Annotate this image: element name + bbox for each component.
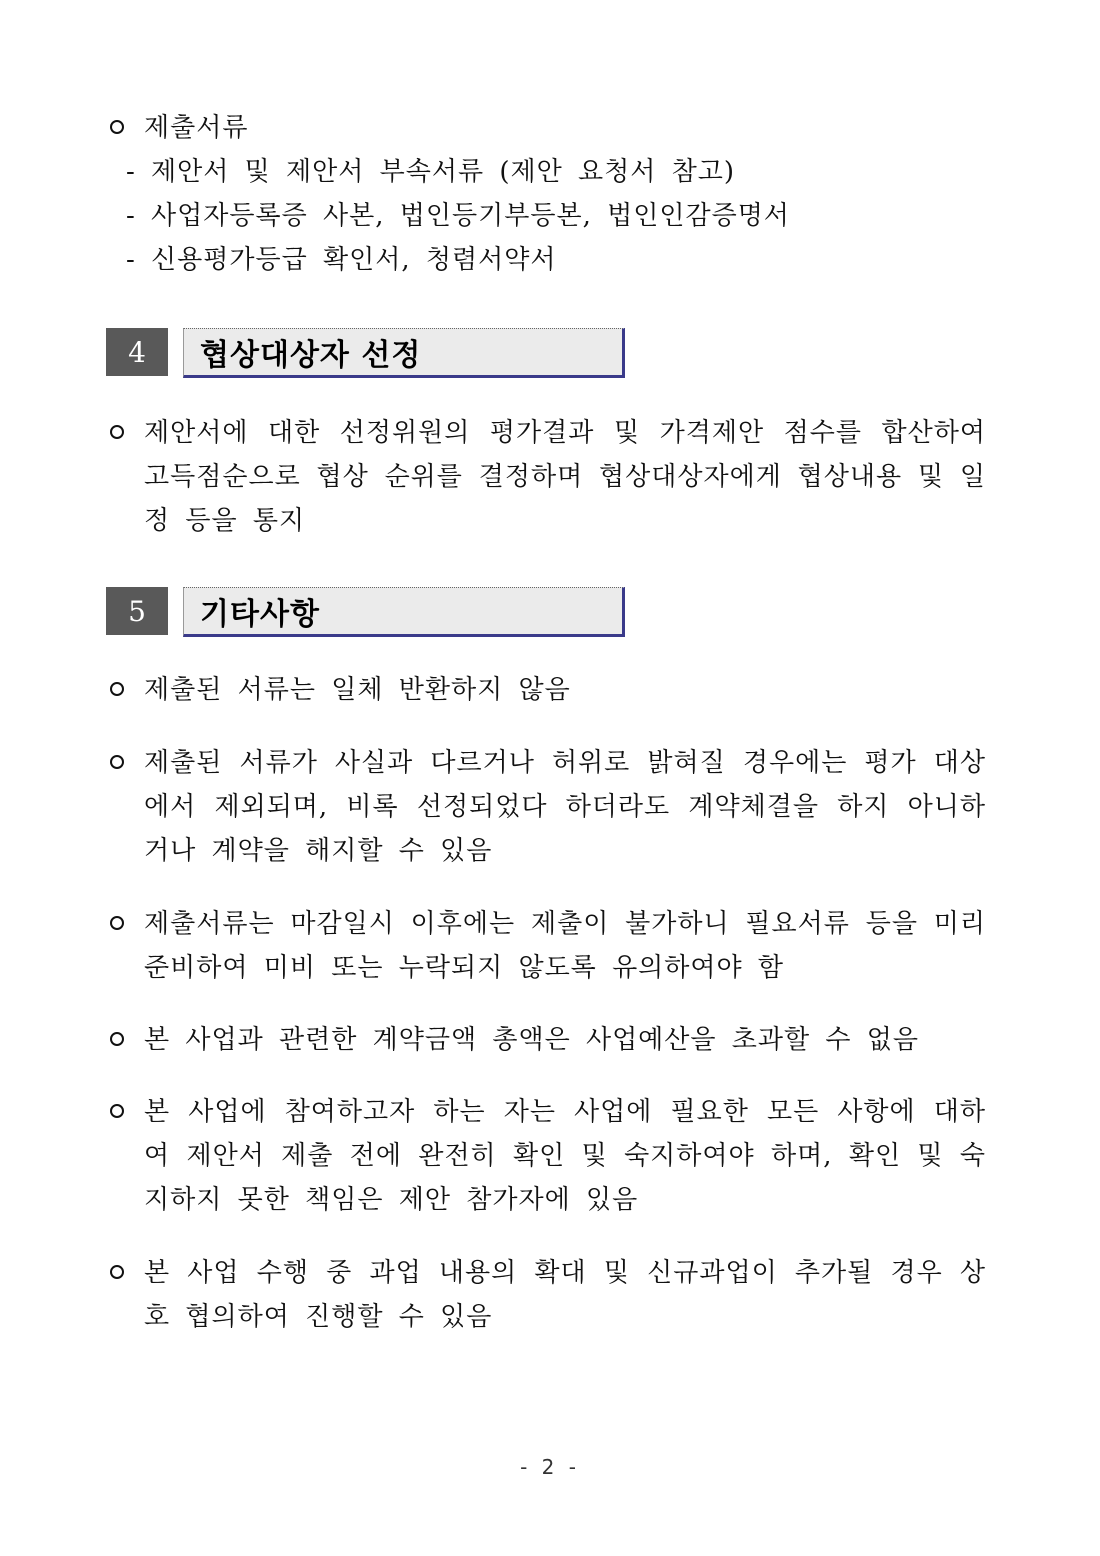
section-5-bullet-4: [106, 1018, 986, 1062]
circle-bullet-icon: [110, 682, 124, 696]
page-number: - 2 -: [520, 1455, 580, 1479]
section-5-bullet-6: [106, 1251, 986, 1339]
bullet-text: 본 사업과 관련한 계약금액 총액은 사업예산을 초과할 수 없음: [144, 1025, 920, 1055]
submission-docs-block: [106, 106, 986, 282]
section-4-body: [106, 411, 986, 543]
section-5-bullet-2: [106, 741, 986, 873]
section-number: 5: [106, 587, 168, 635]
section-5-bullet-3: [106, 902, 986, 990]
bullet-text: 제출된 서류가 사실과 다르거나 허위로 밝혀질 경우에는 평가 대상에서 제외되며, 비록 선정되었다 하더라도 계약체결을 하지 아니하거나 계약을 해지할 수 있음: [144, 748, 986, 866]
bullet-item: [106, 411, 986, 543]
section-number: 4: [106, 328, 168, 376]
circle-bullet-icon: [110, 755, 124, 769]
section-5-bullet-5: [106, 1090, 986, 1222]
bullet-text: 제출된 서류는 일체 반환하지 않음: [144, 675, 571, 705]
section-header-5: [106, 587, 625, 637]
bullet-item: [106, 1251, 986, 1339]
sub-item: - 제안서 및 제안서 부속서류 (제안 요청서 참고): [126, 157, 736, 187]
bullet-text: 본 사업 수행 중 과업 내용의 확대 및 신규과업이 추가될 경우 상호 협의하여 진행할 수 있음: [144, 1258, 986, 1332]
circle-bullet-icon: [110, 1104, 124, 1118]
bullet-text: 제안서에 대한 선정위원의 평가결과 및 가격제안 점수를 합산하여 고득점순으로 협상 순위를 결정하며 협상대상자에게 협상내용 및 일정 등을 통지: [144, 418, 986, 536]
section-5-bullet-1: [106, 668, 986, 712]
section-header-4: [106, 328, 625, 378]
section-title: 기타사항: [183, 587, 625, 637]
circle-bullet-icon: [110, 1032, 124, 1046]
circle-bullet-icon: [110, 120, 124, 134]
bullet-item: [106, 668, 986, 712]
circle-bullet-icon: [110, 1265, 124, 1279]
section-title: 협상대상자 선정: [183, 328, 625, 378]
circle-bullet-icon: [110, 425, 124, 439]
sub-list: [106, 150, 986, 282]
bullet-item: [106, 1090, 986, 1222]
bullet-item: [106, 1018, 986, 1062]
bullet-item: [106, 741, 986, 873]
circle-bullet-icon: [110, 916, 124, 930]
bullet-text: 제출서류: [144, 113, 249, 143]
sub-item: - 사업자등록증 사본, 법인등기부등본, 법인인감증명서: [126, 201, 790, 231]
bullet-text: 제출서류는 마감일시 이후에는 제출이 불가하니 필요서류 등을 미리 준비하여 미비 또는 누락되지 않도록 유의하여야 함: [144, 909, 986, 983]
bullet-text: 본 사업에 참여하고자 하는 자는 사업에 필요한 모든 사항에 대하여 제안서 제출 전에 완전히 확인 및 숙지하여야 하며, 확인 및 숙지하지 못한 책임은 제안 참가자에 있음: [144, 1097, 986, 1215]
bullet-item: [106, 902, 986, 990]
bullet-item: [106, 106, 986, 150]
sub-item: - 신용평가등급 확인서, 청렴서약서: [126, 245, 557, 275]
